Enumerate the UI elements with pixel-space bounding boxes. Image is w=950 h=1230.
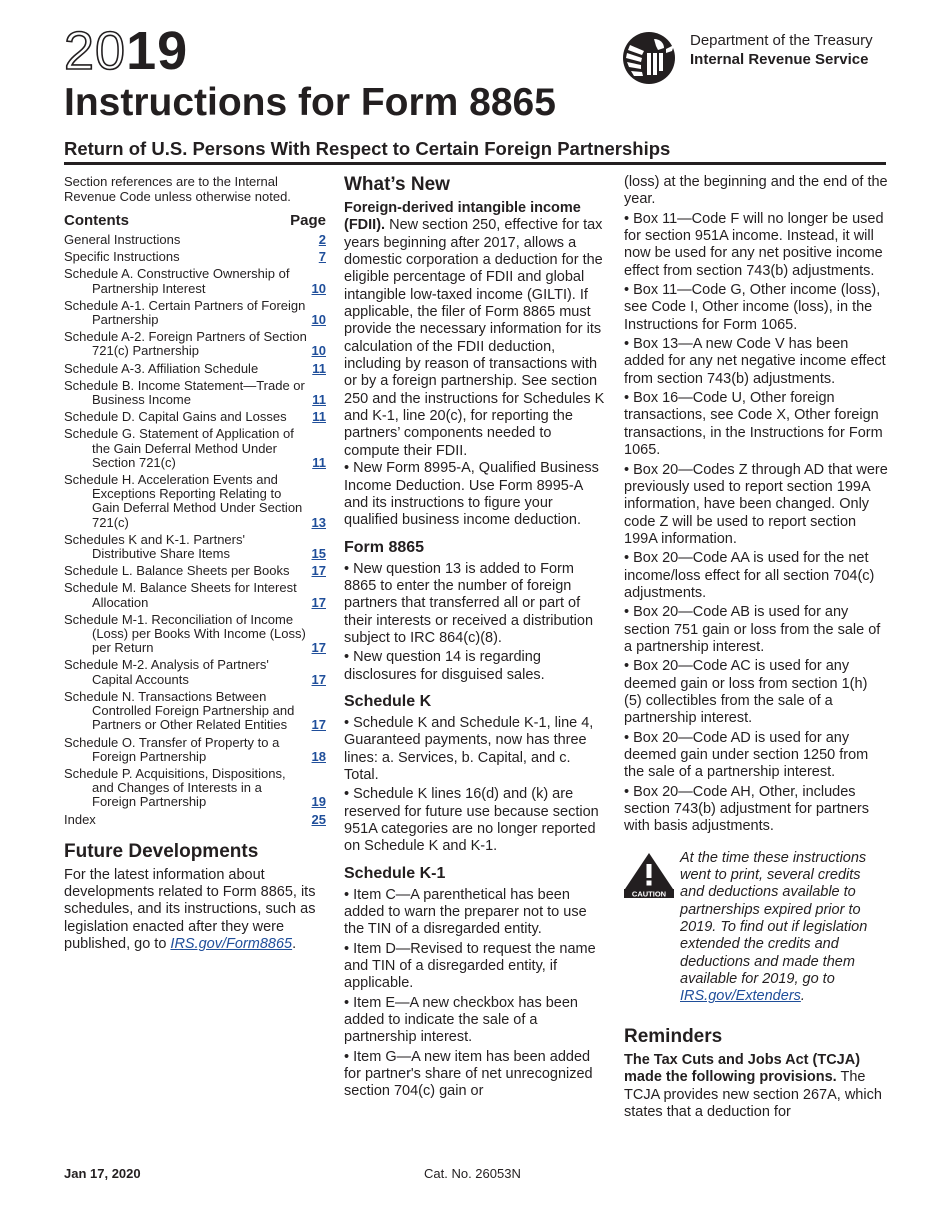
box-bullet: • Box 20—Code AH, Other, includes section 743(b) adjustment for partners with basis adjustments. [624,783,870,835]
form8865-heading: Form 8865 [344,538,425,556]
table-of-contents [64,233,326,827]
toc-title: Schedule A. Constructive Ownership of Partnership Interest [64,266,290,296]
toc-page-link[interactable]: 13 [311,514,326,530]
caution-end: . [800,988,805,1005]
column-right [624,174,888,1121]
form8865-bullet: • New question 13 is added to Form 8865 to enter the number of foreign partners that transferred all or part of their interests or received a distribution subject to IRC 864(c)(8). [344,560,594,646]
toc-page-link[interactable]: 11 [312,454,326,470]
toc-page-link[interactable]: 11 [312,409,326,425]
future-text: For the latest information about developments related to Form 8865, its schedules, and its instructions, such as legislation enacted after they were published, go to [64,866,316,953]
toc-page-link[interactable]: 17 [311,640,326,656]
toc-title: Schedule D. Capital Gains and Losses [64,409,287,425]
caution-label: CAUTION [631,889,667,899]
continuation-text: (loss) at the beginning and the end of the year. [624,174,888,208]
future-developments-heading: Future Developments [64,840,259,862]
toc-page-link[interactable]: 10 [311,343,326,359]
toc-title: Schedule A-3. Affiliation Schedule [64,360,259,376]
toc-row[interactable] [64,379,326,407]
toc-row[interactable] [64,410,326,424]
toc-title: Schedule N. Transactions Between Controlled Foreign Partnership and Partners or Other Related Entities [64,688,295,733]
tcja-text: The TCJA provides new section 267A, which states that a deduction for [624,1069,882,1120]
fdii-bold: Foreign-derived intangible income (FDII). [344,200,581,234]
box-bullet: • Box 16—Code U, Other foreign transactions, see Code X, Other foreign transactions, in the Instructions for Form 1065. [624,390,883,459]
toc-page-link[interactable]: 17 [311,594,326,610]
box-bullet: • Box 20—Code AA is used for the net income/loss effect for all section 704(c) adjustments. [624,550,875,601]
toc-row[interactable] [64,267,326,295]
schedule-k1-bullet: • Item E—A new checkbox has been added to indicate the sale of a partnership interest. [344,994,578,1046]
toc-row[interactable] [64,658,326,686]
form8995a-bullet: • New Form 8995-A, Qualified Business Income Deduction. Use Form 8995-A and its instructions to figure your qualified business income deduction. [344,460,599,529]
toc-title: Schedule A-2. Foreign Partners of Section 721(c) Partnership [64,329,307,359]
box-bullet: • Box 11—Code F will no longer be used for section 951A income. Instead, it will now be used for any net positive income effect from section 743(b) adjustments. [624,210,884,279]
tcja-paragraph [624,1052,888,1121]
toc-page-link[interactable]: 2 [318,232,326,247]
toc-page-link[interactable]: 17 [311,717,326,733]
contents-header [64,212,326,229]
toc-row[interactable] [64,362,326,376]
toc-row[interactable] [64,813,326,827]
schedule-k1-bullet: • Item G—A new item has been added for partner's share of net unrecognized section 704(c) gain or [344,1048,593,1100]
toc-page-link[interactable]: 11 [312,392,326,408]
box-bullet: • Box 11—Code G, Other income (loss), see Code I, Other income (loss), in the Instructions for Form 1065. [624,282,881,333]
schedule-k-bullet: • Schedule K and Schedule K-1, line 4, Guaranteed payments, now has three lines: a. Services, b. Capital, and c. Total. [344,714,594,783]
treasury-eagle-logo-icon [622,31,686,85]
toc-title: Schedule M-2. Analysis of Partners' Capital Accounts [64,657,269,687]
toc-title: Schedule M. Balance Sheets for Interest Allocation [64,580,297,610]
box-bullet: • Box 13—A new Code V has been added for any net negative income effect from section 743(b) adjustments. [624,336,886,387]
toc-row[interactable] [64,564,326,578]
toc-page-link[interactable]: 19 [311,794,326,810]
toc-page-link[interactable]: 25 [311,811,326,827]
toc-row[interactable] [64,330,326,358]
page-title: Instructions for Form 8865 [64,81,556,124]
box-bullet: • Box 20—Code AD is used for any deemed gain under section 1250 from the sale of a partnership interest. [624,729,869,781]
agency-irs: Internal Revenue Service [690,51,869,68]
fdii-paragraph [344,200,606,460]
toc-row[interactable] [64,473,326,530]
page-subtitle: Return of U.S. Persons With Respect to Certain Foreign Partnerships [64,138,671,159]
toc-row[interactable] [64,581,326,609]
agency-department: Department of the Treasury [690,32,873,49]
future-developments-text [64,867,326,954]
toc-row[interactable] [64,299,326,327]
toc-page-link[interactable]: 18 [311,748,326,764]
schedule-k1-bullet: • Item D—Revised to request the name and TIN of a disregarded entity, if applicable. [344,940,596,992]
header-rule [64,162,886,165]
toc-title: General Instructions [64,232,181,247]
form8865-bullet: • New question 14 is regarding disclosures for disguised sales. [344,649,545,683]
page-label: Page [290,212,326,229]
caution-body: At the time these instructions went to print, several credits and deductions available to partnerships expired prior to 2019. To find out if legislation extended the credits and deductions and made them available for 2019, go to [680,849,868,988]
toc-title: Schedule L. Balance Sheets per Books [64,563,290,579]
toc-page-link[interactable]: 17 [311,563,326,579]
toc-title: Schedules K and K-1. Partners' Distributive Share Items [64,531,245,562]
caution-note [624,850,888,1006]
fdii-text: New section 250, effective for tax years beginning after 2017, allows a domestic corporation a deduction for the eligible percentage of FDII and global intangible low-taxed income (GILTI). If applicable, the filer of Form 8865 must provide the necessary information for its calculation of the FDII deduction, including by reason of transactions with or by a foreign partnership. See section 250 and the instructions for Schedules K and K-1, line 20(c), for reporting the partners’ components needed to compute their FDII. [344,217,605,459]
toc-title: Schedule M-1. Reconciliation of Income (Loss) per Books With Income (Loss) per Return [64,611,306,656]
agency-block [622,31,873,85]
section-references-note: Section references are to the Internal Revenue Code unless otherwise noted. [64,174,291,204]
toc-title: Schedule A-1. Certain Partners of Foreign Partnership [64,297,306,328]
schedule-k-heading: Schedule K [344,692,432,710]
caution-text [680,850,888,1006]
toc-title: Schedule G. Statement of Application of the Gain Deferral Method Under Section 721(c) [64,426,294,470]
footer-cat-number: Cat. No. 26053N [424,1166,521,1181]
toc-row[interactable] [64,233,326,247]
toc-row[interactable] [64,250,326,264]
footer-date: Jan 17, 2020 [64,1166,141,1181]
schedule-k1-bullet: • Item C—A parenthetical has been added to warn the preparer not to use the TIN of a disregarded entity. [344,886,587,938]
whats-new-heading: What’s New [344,174,450,195]
contents-label: Contents [64,212,129,229]
toc-row[interactable] [64,533,326,561]
form-year [64,21,189,81]
extenders-link[interactable]: IRS.gov/Extenders [680,988,801,1005]
tcja-bold: The Tax Cuts and Jobs Act (TCJA) made the following provisions. [624,1051,861,1086]
toc-page-link[interactable]: 7 [318,249,326,265]
toc-page-link[interactable]: 10 [311,312,326,328]
toc-title: Schedule O. Transfer of Property to a Foreign Partnership [64,734,280,764]
toc-title: Schedule P. Acquisitions, Dispositions, and Changes of Interests in a Foreign Partnership [64,765,286,810]
box-bullet: • Box 20—Codes Z through AD that were previously used to report section 199A information, have been changed. Only code Z will be used to report section 199A information. [624,461,888,547]
toc-title: Specific Instructions [64,249,180,265]
form8865-link[interactable]: IRS.gov/Form8865 [170,936,293,953]
toc-row[interactable] [64,613,326,656]
toc-title: Schedule H. Acceleration Events and Exceptions Reporting Relating to Gain Deferral Method Under Section 721(c) [64,472,303,530]
toc-row[interactable] [64,427,326,470]
schedule-k-bullet: • Schedule K lines 16(d) and (k) are reserved for future use because section 951A categories are no longer reported on Schedule K and K-1. [344,786,599,855]
toc-page-link[interactable]: 17 [311,671,326,687]
toc-page-link[interactable]: 11 [312,360,326,376]
year-suffix: 19 [126,21,189,81]
column-left [64,174,326,953]
toc-title: Index [64,811,96,827]
caution-warning-icon [624,852,674,898]
toc-row[interactable] [64,736,326,764]
toc-row[interactable] [64,690,326,733]
toc-page-link[interactable]: 15 [311,546,326,562]
schedule-k1-heading: Schedule K-1 [344,864,446,882]
year-prefix: 20 [64,21,127,81]
reminders-heading: Reminders [624,1025,723,1047]
toc-title: Schedule B. Income Statement—Trade or Business Income [64,377,305,408]
box-bullet: • Box 20—Code AC is used for any deemed gain or loss from section 1(h) (5) collectibles from the sale of a partnership interest. [624,658,868,727]
toc-page-link[interactable]: 10 [311,280,326,296]
future-end: . [292,936,297,953]
box-bullet: • Box 20—Code AB is used for any section 751 gain or loss from the sale of a partnership interest. [624,604,881,655]
column-middle [344,174,606,1103]
toc-row[interactable] [64,767,326,810]
